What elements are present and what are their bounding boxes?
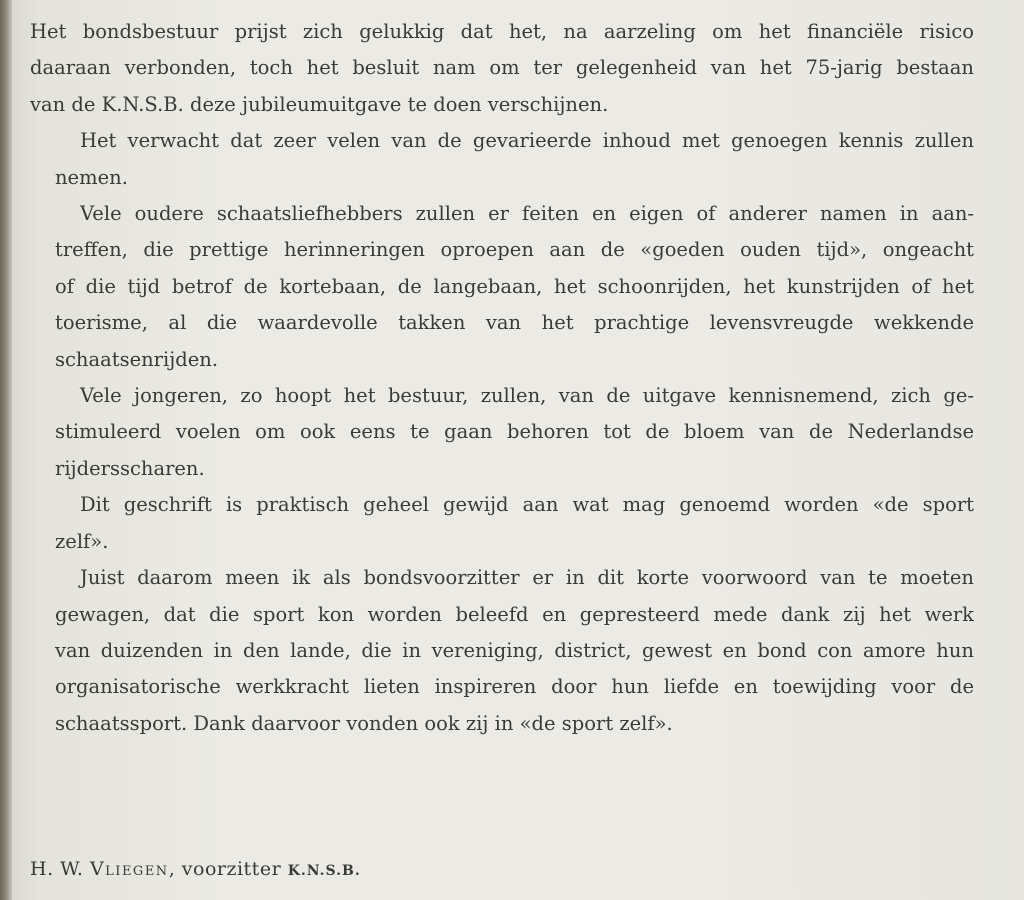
- text-line: Vele oudere schaatsliefhebbers zullen er feiten en eigen of anderer namen in aan-: [80, 202, 974, 226]
- paragraph: [30, 196, 974, 378]
- text-line: treffen, die prettige herinneringen oproepen aan de «goeden ouden tijd», ongeacht: [55, 238, 974, 262]
- signature-role: , voorzitter: [168, 858, 282, 880]
- text-line: rijdersscharen.: [55, 456, 205, 480]
- text-line: nemen.: [55, 165, 128, 189]
- text-line: Het verwacht dat zeer velen van de gevarieerde inhoud met genoegen kennis zullen: [80, 129, 974, 153]
- text-line: schaatssport. Dank daarvoor vonden ook zij in «de sport zelf».: [55, 711, 673, 735]
- paragraph: [30, 123, 974, 196]
- text-line: zelf».: [55, 529, 109, 553]
- signature-line: [30, 858, 361, 880]
- paragraph: [30, 14, 974, 123]
- book-spine-shadow: [0, 0, 12, 900]
- signature-surname: Vliegen: [89, 858, 169, 880]
- foreword-text: [30, 14, 974, 742]
- text-line: Vele jongeren, zo hoopt het bestuur, zullen, van de uitgave kennisnemend, zich ge-: [80, 384, 974, 408]
- text-line: toerisme, al die waardevolle takken van het prachtige levensvreugde wekkende: [55, 311, 974, 335]
- text-line: van duizenden in den lande, die in vereniging, district, gewest en bond con amore hun: [55, 638, 974, 662]
- text-line: of die tijd betrof de kortebaan, de langebaan, het schoonrijden, het kunstrijden of het: [55, 274, 974, 298]
- text-line: organisatorische werkkracht lieten inspireren door hun liefde en toewijding voor de: [55, 675, 974, 699]
- text-line: Dit geschrift is praktisch geheel gewijd aan wat mag genoemd worden «de sport: [80, 493, 974, 517]
- text-line: daaraan verbonden, toch het besluit nam om ter gelegenheid van het 75-jarig bestaan: [30, 56, 974, 80]
- text-line: gewagen, dat die sport kon worden beleefd en gepresteerd mede dank zij het werk: [55, 602, 974, 626]
- paragraph: [30, 378, 974, 487]
- text-line: Juist daarom meen ik als bondsvoorzitter er in dit korte voorwoord van te moeten: [80, 566, 974, 590]
- paragraph: [30, 487, 974, 560]
- signature-initials: H. W.: [30, 858, 84, 880]
- text-line: stimuleerd voelen om ook eens te gaan behoren tot de bloem van de Nederlandse: [55, 420, 974, 444]
- paragraph: [30, 560, 974, 742]
- text-line: schaatsenrijden.: [55, 347, 219, 371]
- text-line: Het bondsbestuur prijst zich gelukkig dat het, na aarzeling om het financiële risico: [30, 20, 974, 43]
- signature-organization: K.N.S.B.: [287, 863, 361, 879]
- text-line: van de K.N.S.B. deze jubileumuitgave te doen verschijnen.: [30, 92, 609, 116]
